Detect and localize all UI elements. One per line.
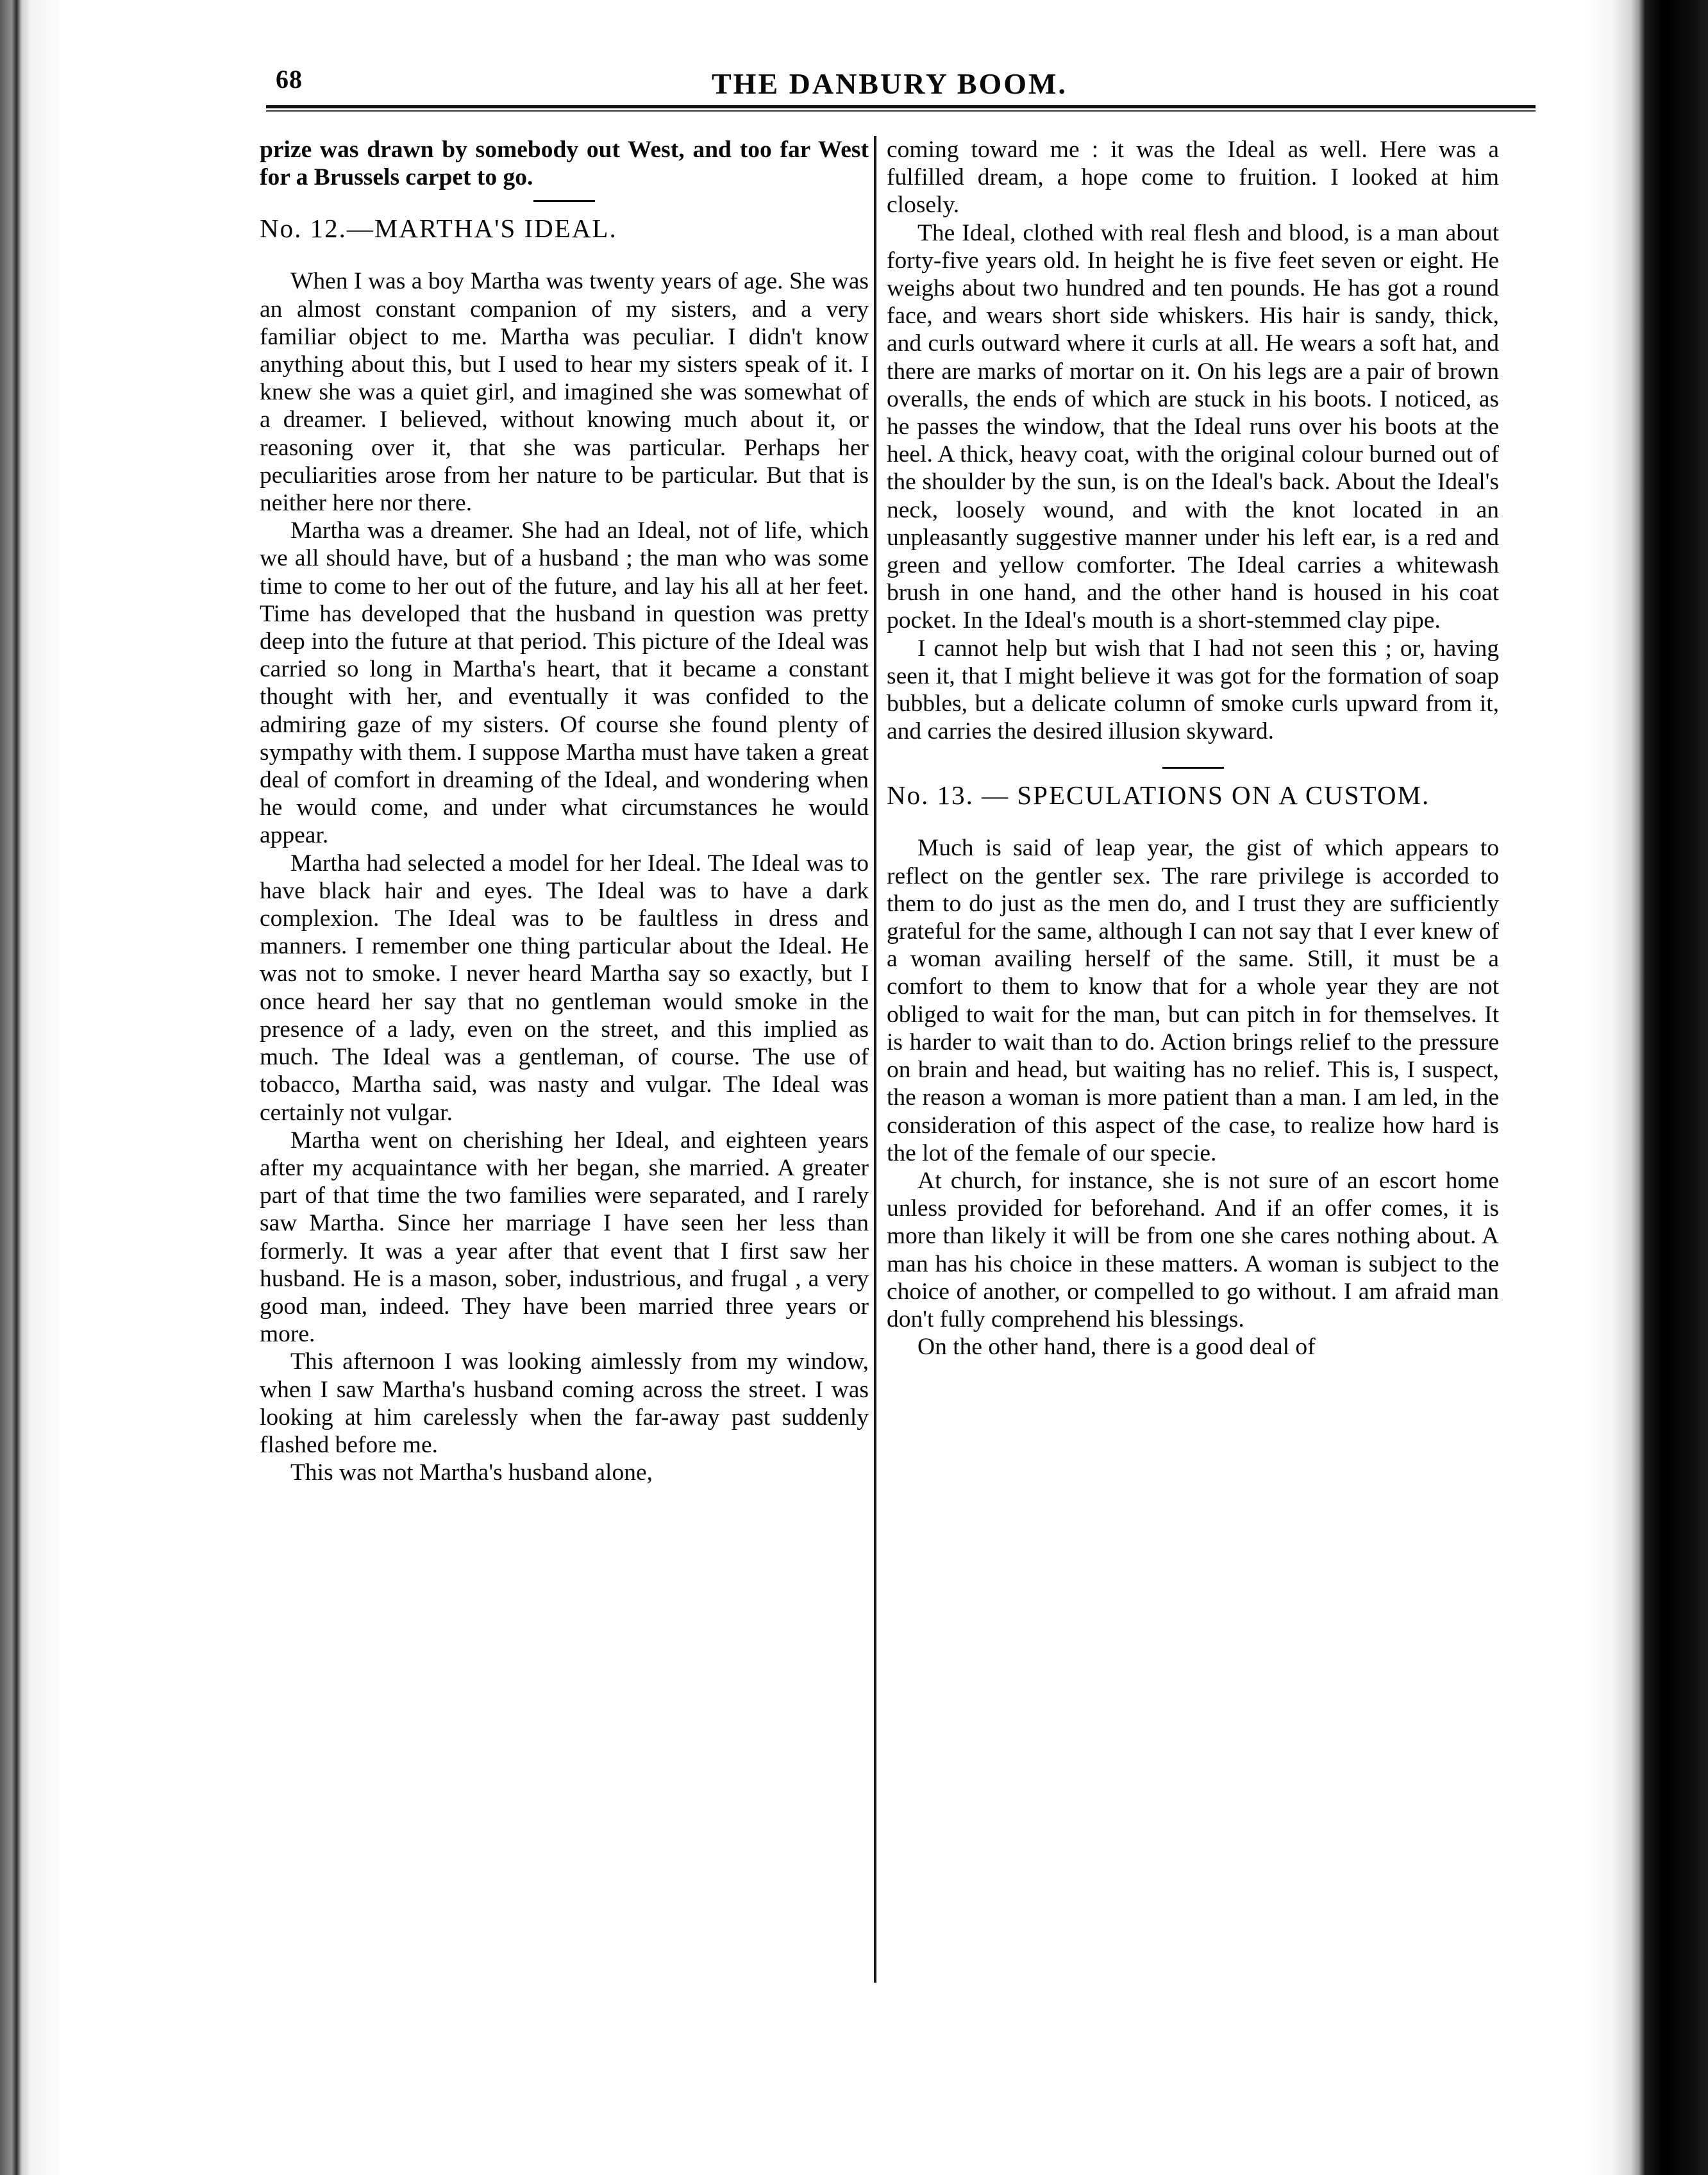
paragraph: When I was a boy Martha was twenty years of age. She was an almost constant companion of my sisters, and a very familiar object to me. Martha was peculiar. I didn't know anything about this, but I used to hear my sisters speak of it. I knew she was a quiet girl, and imagined she was somewhat of a dreamer. I believed, without knowing much about it, or reasoning over it, that she was particular. Perhaps her peculiarities arose from her nature to be particular. But that is neither here nor there. xyxy=(260,268,869,517)
header-rule xyxy=(266,105,1536,108)
spacer xyxy=(887,811,1499,834)
spacer xyxy=(260,244,869,267)
section-rule xyxy=(1162,767,1224,769)
section-heading-12: No. 12.—MARTHA'S IDEAL. xyxy=(260,214,617,244)
paragraph: coming toward me : it was the Ideal as well. Here was a fulfilled dream, a hope come to fruition. I looked at him closely. xyxy=(887,137,1499,219)
paragraph: I cannot help but wish that I had not seen this ; or, having seen it, that I might believe it was got for the formation of soap bubbles, but a delicate column of smoke curls upward from it, and carries the desired illusion skyward. xyxy=(887,635,1499,745)
carryover-paragraph: prize was drawn by somebody out West, and too far West for a Brussels carpet to go. xyxy=(260,137,869,191)
right-column xyxy=(887,136,1499,1361)
page-number: 68 xyxy=(276,65,303,94)
paragraph: This afternoon I was looking aimlessly from my window, when I saw Martha's husband coming across the street. I was looking at him carelessly when the far-away past suddenly flashed before me. xyxy=(260,1348,869,1458)
paragraph: On the other hand, there is a good deal of xyxy=(917,1334,1316,1361)
paragraph: Martha went on cherishing her Ideal, and eighteen years after my acquaintance with her began, she married. A greater part of that time the two families were separated, and I rarely saw Martha. Since her marriage I have seen her less than formerly. It was a year after that event that I first saw her husband. He is a mason, sober, industrious, and frugal , a very good man, indeed. They have been married three years or more. xyxy=(260,1127,869,1348)
header-rule-thin xyxy=(266,110,1536,112)
left-column xyxy=(260,136,869,1486)
section-heading-13: No. 13. — SPECULATIONS ON A CUSTOM. xyxy=(887,780,1430,810)
paragraph: The Ideal, clothed with real flesh and blood, is a man about forty-five years old. In height he is five feet seven or eight. He weighs about two hundred and ten pounds. He has got a round face, and wears short side whiskers. His hair is sandy, thick, and curls outward where it curls at all. He wears a soft hat, and there are marks of mortar on it. On his legs are a pair of brown overalls, the ends of which are stuck in his boots. I noticed, as he passes the window, that the Ideal runs over his boots at the heel. A thick, heavy coat, with the original colour burned out of the shoulder by the sun, is on the Ideal's back. About the Ideal's neck, loosely wound, and with the knot located in an unpleasantly suggestive manner under his left ear, is a red and green and yellow comforter. The Ideal carries a whitewash brush in one hand, and the other hand is housed in his coat pocket. In the Ideal's mouth is a short-stemmed clay pipe. xyxy=(887,219,1499,634)
section-rule xyxy=(533,200,595,202)
paragraph: Martha had selected a model for her Ideal. The Ideal was to have black hair and eyes. The Ideal was to have a dark complexion. The Ideal was to be faultless in dress and manners. I remember one thing particular about the Ideal. He was not to smoke. I never heard Martha say so exactly, but I once heard her say that no gentleman would smoke in the presence of a lady, even on the street, and this implied as much. The Ideal was a gentleman, of course. The use of tobacco, Martha said, was nasty and vulgar. The Ideal was certainly not vulgar. xyxy=(260,850,869,1126)
paragraph: Much is said of leap year, the gist of which appears to reflect on the gentler sex. The rare privilege is accorded to them to do just as the men do, and I trust they are sufficiently grateful for the same, although I can not say that I ever knew of a woman availing herself of the same. Still, it must be a comfort to them to know that for a whole year they are not obliged to wait for the man, but can pitch in for themselves. It is harder to wait than to do. Action brings relief to the pressure on brain and head, but waiting has no relief. This is, I suspect, the reason a woman is more patient than a man. I am led, in the consideration of this aspect of the case, to realize how hard is the lot of the female of our specie. xyxy=(887,835,1499,1166)
paragraph: This was not Martha's husband alone, xyxy=(290,1459,653,1486)
paragraph: At church, for instance, she is not sure of an escort home unless provided for beforehand. And if an offer comes, it is more than likely it will be from one she cares nothing about. A man has his choice in these matters. A woman is subject to the choice of another, or compelled to go without. I am afraid man don't fully comprehend his blessings. xyxy=(887,1167,1499,1332)
running-title: THE DANBURY BOOM. xyxy=(712,67,1068,100)
paragraph: Martha was a dreamer. She had an Ideal, not of life, which we all should have, but of a husband ; the man who was some time to come to her out of the future, and lay his all at her feet. Time has developed that the husband in question was pretty deep into the future at that period. This picture of the Ideal was carried so long in Martha's heart, that it became a constant thought with her, and eventually it was confided to the admiring gaze of my sisters. Of course she found plenty of sympathy with them. I suppose Martha must have taken a great deal of comfort in dreaming of the Ideal, and wondering when he would come, and under what circumstances he would appear. xyxy=(260,517,869,849)
column-divider xyxy=(874,136,876,1983)
